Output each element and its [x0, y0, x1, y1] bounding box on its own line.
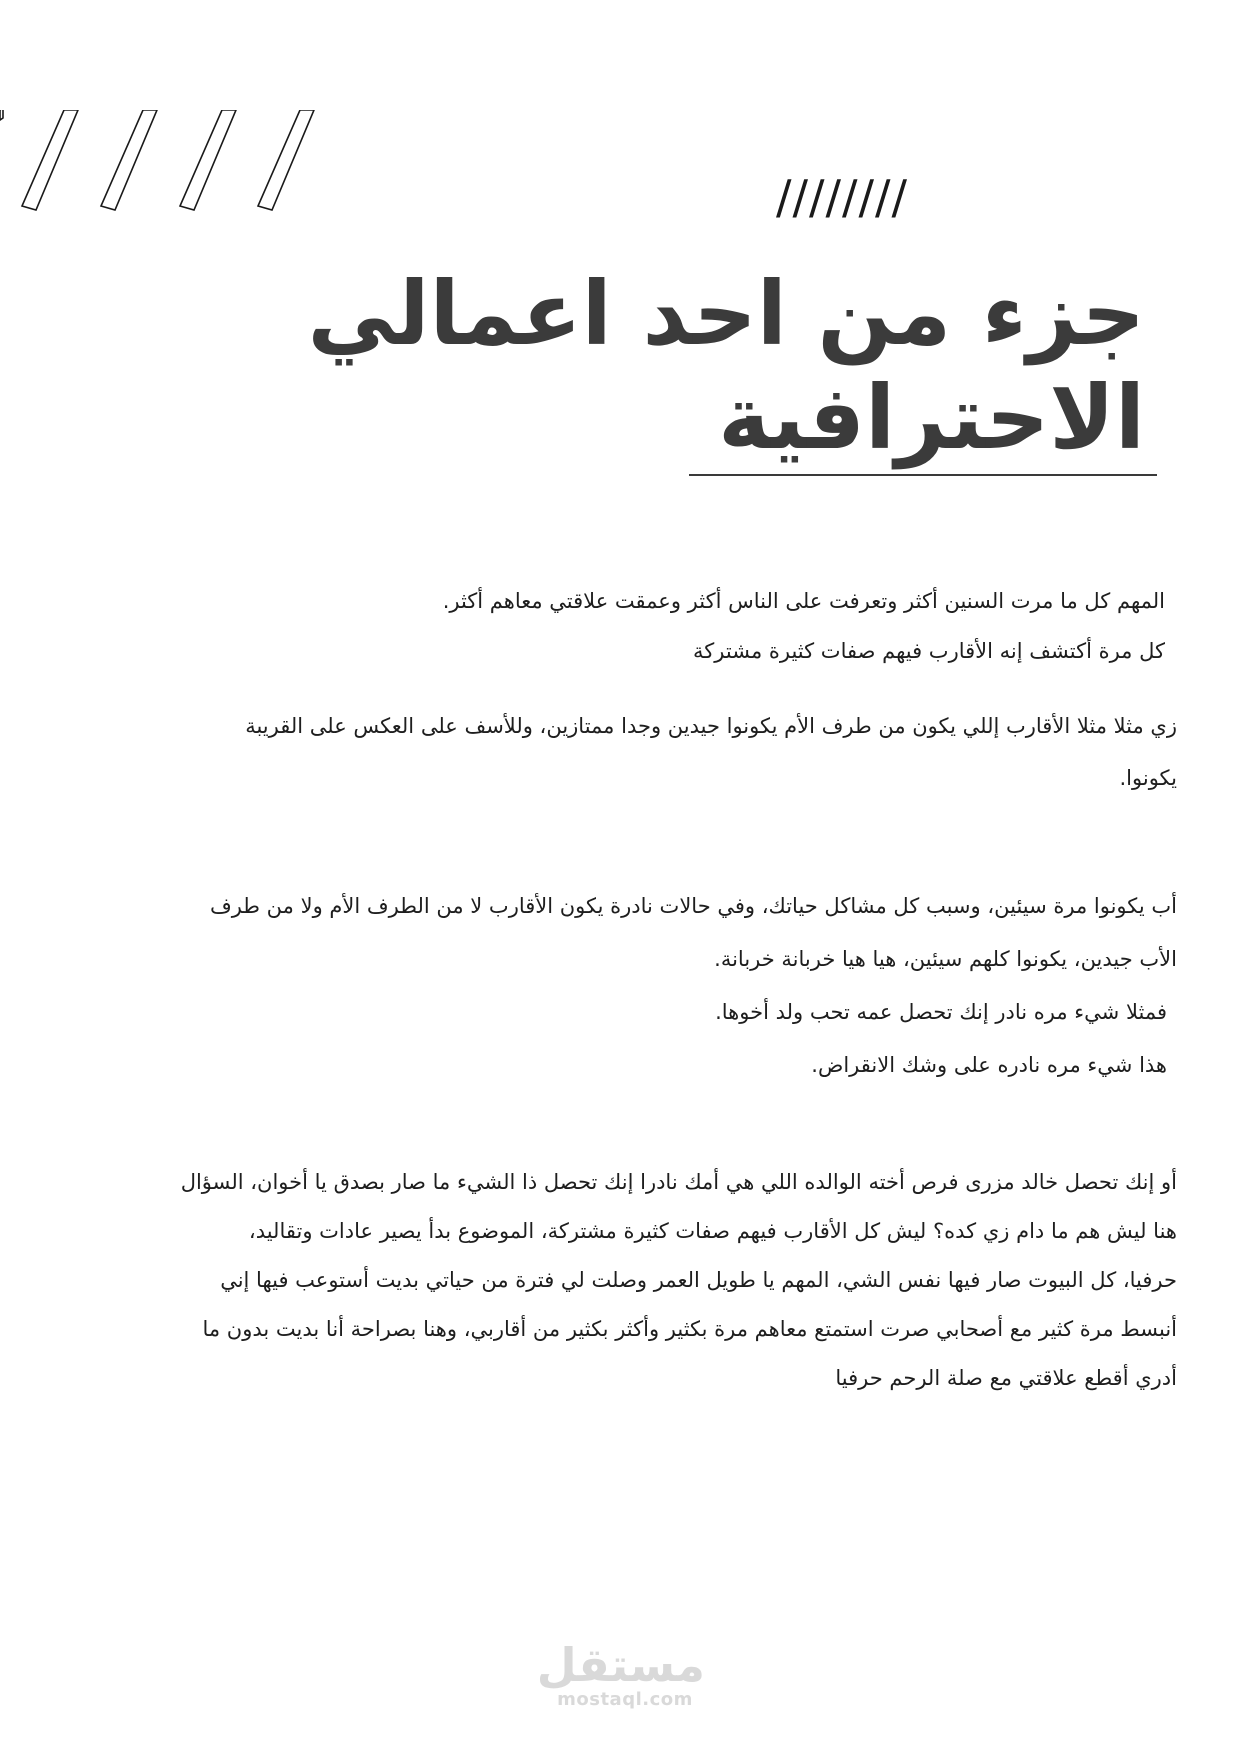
text-line: كل مرة أكتشف إنه الأقارب فيهم صفات كثيرة مشتركة [693, 639, 1165, 663]
paragraph-4 [47, 1158, 1177, 1403]
stripe [22, 110, 78, 210]
watermark-latin: mostaql.com [557, 1689, 693, 1710]
text-line: هذا شيء مره نادره على وشك الانقراض. [811, 1053, 1167, 1077]
paragraph-1 [35, 576, 1177, 676]
decorative-stripes [0, 110, 360, 240]
paragraph-3 [47, 880, 1177, 1092]
title-line-2: الاحترافية [718, 366, 1145, 469]
stripe [180, 110, 236, 210]
stripe [101, 110, 157, 210]
page-title [245, 262, 1145, 470]
text-line: فمثلا شيء مره نادر إنك تحصل عمه تحب ولد أخوها. [715, 1000, 1167, 1024]
title-underline [689, 474, 1157, 476]
text-line: هنا ليش هم ما دام زي كده؟ ليش كل الأقارب فيهم صفات كثيرة مشتركة، الموضوع بدأ يصير عادات وتقاليد، [248, 1219, 1177, 1243]
text-line: أو إنك تحصل خالد مزرى فرص أخته الوالده اللي هي أمك نادرا إنك تحصل ذا الشيء ما صار بصدق يا أخوان، السؤال [180, 1170, 1177, 1194]
slash-ornament: //////// [776, 170, 908, 224]
text-line: زي مثلا مثلا الأقارب إللي يكون من طرف الأم يكونوا جيدين وجدا ممتازين، وللأسف على العكس على القريبة [245, 714, 1177, 738]
text-line: المهم كل ما مرت السنين أكثر وتعرفت على الناس أكثر وعمقت علاقتي معاهم أكثر. [442, 589, 1165, 613]
title-line-1: جزء من احد اعمالي [307, 262, 1145, 365]
text-line: الأب جيدين، يكونوا كلهم سيئين، هيا هيا خربانة خربانة. [714, 947, 1177, 971]
stripe [258, 110, 314, 210]
stripe [0, 110, 3, 120]
watermark-arabic: مستقل [536, 1638, 705, 1692]
mostaql-watermark [536, 1638, 705, 1710]
paragraph-2 [47, 700, 1177, 804]
text-line: حرفيا، كل البيوت صار فيها نفس الشي، المهم يا طويل العمر وصلت لي فترة من حياتي بديت أستوعب فيها إني [220, 1268, 1177, 1292]
text-line: أب يكونوا مرة سيئين، وسبب كل مشاكل حياتك، وفي حالات نادرة يكون الأقارب لا من الطرف الأم ولا من طرف [209, 894, 1177, 918]
text-line: أدري أقطع علاقتي مع صلة الرحم حرفيا [835, 1366, 1177, 1390]
text-line: يكونوا. [1119, 766, 1177, 790]
text-line: أنبسط مرة كثير مع أصحابي صرت استمتع معاهم مرة بكثير وأكثر بكثير من أقاربي، وهنا بصراحة أنا بديت بدون ما [202, 1317, 1177, 1341]
